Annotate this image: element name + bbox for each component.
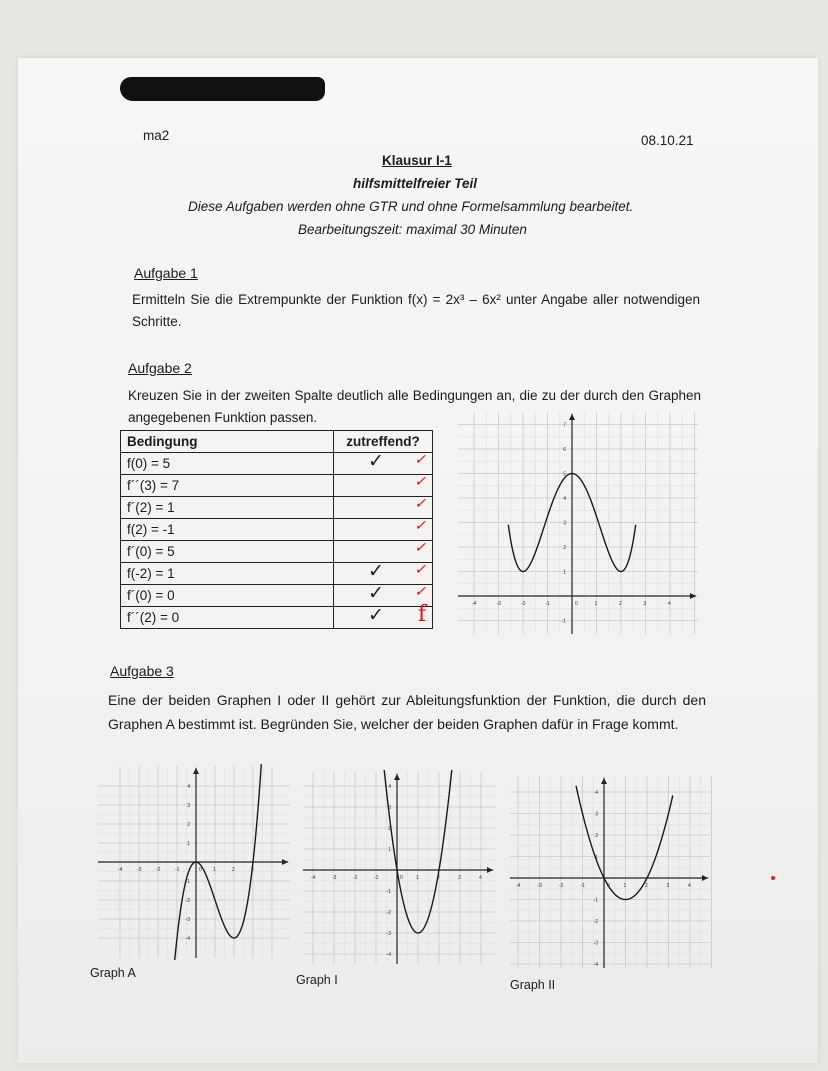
exam-subtitle: hilfsmittelfreier Teil xyxy=(353,176,478,191)
course-label: ma2 xyxy=(143,128,170,143)
y-axis-arrow xyxy=(394,774,400,780)
applies-cell[interactable] xyxy=(334,602,433,629)
table-row xyxy=(121,585,433,607)
ink-dot xyxy=(771,876,775,880)
function-graph-task2 xyxy=(456,410,700,636)
x-tick-label: -3 xyxy=(332,875,337,881)
x-tick-label: 3 xyxy=(458,875,461,881)
condition-cell: f´(2) = 1 xyxy=(121,497,334,519)
x-tick-label: -3 xyxy=(496,601,501,607)
y-tick-label: 1 xyxy=(595,854,598,861)
x-axis-arrow xyxy=(282,859,288,865)
exam-title: Klausur I-1 xyxy=(382,153,452,168)
x-tick-label: -3 xyxy=(137,867,142,873)
x-tick-label: -4 xyxy=(516,883,521,889)
task2-heading: Aufgabe 2 xyxy=(128,360,192,376)
y-tick-label: 1 xyxy=(563,569,566,576)
y-tick-label: 3 xyxy=(388,805,391,811)
x-tick-label: -1 xyxy=(175,867,180,873)
condition-cell: f´(0) = 5 xyxy=(121,541,334,563)
y-tick-label: -1 xyxy=(561,618,566,625)
y-tick-label: -3 xyxy=(593,940,598,947)
correction-mark: ✓ xyxy=(414,517,426,533)
task3-text: Eine der beiden Graphen I oder II gehört zur Ableitungsfunktion der Funktion, die durch den Graphen A bestimmt ist. Begründen Sie, welcher der beiden Graphen dafür in Frage kommt. xyxy=(108,692,706,732)
graph-a-label: Graph A xyxy=(90,966,136,980)
condition-cell: f´´(2) = 0 xyxy=(121,607,334,629)
task3-heading: Aufgabe 3 xyxy=(110,663,174,679)
table-row xyxy=(121,607,433,629)
y-tick-label: -2 xyxy=(386,910,391,916)
x-tick-label: 2 xyxy=(232,867,235,873)
x-tick-label: 1 xyxy=(623,883,627,889)
x-tick-label: 0 xyxy=(607,883,610,889)
applies-cell[interactable] xyxy=(334,519,433,541)
y-tick-label: 2 xyxy=(388,826,391,832)
y-axis-arrow xyxy=(193,768,199,774)
column-header-applies: zutreffend? xyxy=(334,431,433,453)
y-tick-label: -3 xyxy=(386,931,391,937)
x-tick-label: -2 xyxy=(559,883,564,889)
y-axis-arrow xyxy=(569,414,575,420)
y-tick-label: 2 xyxy=(595,833,598,839)
condition-cell: f(2) = -1 xyxy=(121,519,334,541)
y-tick-label: 3 xyxy=(187,803,190,809)
redacted-name xyxy=(120,77,325,101)
correction-mark: ✓ xyxy=(414,561,426,577)
x-tick-label: 0 xyxy=(199,867,202,873)
graph-ii xyxy=(508,774,712,970)
y-tick-label: 4 xyxy=(187,784,190,790)
y-tick-label: -4 xyxy=(593,962,598,968)
x-tick-label: 4 xyxy=(668,601,671,607)
checkmark-icon: ✓ xyxy=(368,451,384,472)
correction-mark: ✓ xyxy=(414,495,426,511)
condition-cell: f(0) = 5 xyxy=(121,453,334,475)
table-row xyxy=(121,563,433,585)
table-row xyxy=(121,497,433,519)
y-tick-label: 2 xyxy=(187,822,190,828)
correction-mark: ✓ xyxy=(414,539,426,555)
y-tick-label: 3 xyxy=(595,811,598,818)
y-tick-label: -1 xyxy=(185,879,190,885)
task1-text: Ermitteln Sie die Extrempunkte der Funktion f(x) = 2x³ – 6x² unter Angabe aller notwendigen Schritte. xyxy=(132,292,700,329)
x-tick-label: -4 xyxy=(311,875,316,881)
x-tick-label: 3 xyxy=(251,867,254,873)
x-tick-label: -1 xyxy=(374,875,379,881)
x-axis-arrow xyxy=(702,875,708,881)
y-tick-label: -2 xyxy=(593,919,598,925)
x-tick-label: -2 xyxy=(353,875,358,881)
x-tick-label: -2 xyxy=(521,601,526,607)
graph-ii-label: Graph II xyxy=(510,978,556,992)
table-row xyxy=(121,541,433,563)
graph-a xyxy=(96,764,292,960)
y-tick-label: -3 xyxy=(185,917,190,923)
table-row xyxy=(121,453,433,475)
checkmark-icon: ✓ xyxy=(368,583,384,604)
x-tick-label: 3 xyxy=(666,883,670,889)
correction-mark: ✓ xyxy=(414,583,426,599)
instructions-line-1: Diese Aufgaben werden ohne GTR und ohne Formelsammlung bearbeitet. xyxy=(188,199,634,214)
x-tick-label: -2 xyxy=(156,867,161,873)
y-tick-label: -4 xyxy=(386,952,391,958)
table-header-row xyxy=(121,431,433,453)
y-tick-label: 7 xyxy=(563,422,566,429)
x-tick-label: 4 xyxy=(479,875,482,881)
checkmark-icon: ✓ xyxy=(368,561,384,582)
y-tick-label: -1 xyxy=(386,889,391,895)
y-tick-label: -1 xyxy=(593,897,598,904)
applies-cell[interactable] xyxy=(334,497,433,519)
x-tick-label: -4 xyxy=(118,867,123,873)
x-tick-label: 1 xyxy=(213,867,216,873)
x-tick-label: 2 xyxy=(645,883,648,889)
correction-mark: ✓ xyxy=(414,473,426,489)
x-tick-label: -4 xyxy=(472,601,477,607)
y-tick-label: 2 xyxy=(563,545,566,551)
y-tick-label: 4 xyxy=(388,784,391,790)
y-tick-label: -4 xyxy=(185,936,190,942)
x-tick-label: 4 xyxy=(688,883,691,889)
y-tick-label: 4 xyxy=(595,790,598,796)
y-axis-arrow xyxy=(601,778,607,784)
correction-mark: ✓ xyxy=(414,451,426,467)
x-axis-arrow xyxy=(690,593,696,599)
table-row xyxy=(121,519,433,541)
exam-date: 08.10.21 xyxy=(641,133,694,148)
graph-i xyxy=(301,770,497,966)
y-tick-label: 4 xyxy=(563,496,566,502)
y-tick-label: 5 xyxy=(563,471,566,478)
x-tick-label: 2 xyxy=(619,601,622,607)
x-tick-label: 0 xyxy=(575,601,578,607)
checkmark-icon: ✓ xyxy=(368,605,384,626)
x-tick-label: 2 xyxy=(437,875,440,881)
task2-text: Kreuzen Sie in der zweiten Spalte deutlich alle Bedingungen an, die zu der durch den Graphen angegebenen Funktion passen. xyxy=(128,388,701,425)
y-tick-label: 6 xyxy=(563,447,566,453)
x-tick-label: 0 xyxy=(400,875,403,881)
table-row xyxy=(121,475,433,497)
instructions-line-2: Bearbeitungszeit: maximal 30 Minuten xyxy=(298,222,527,237)
y-tick-label: 1 xyxy=(187,841,190,847)
x-tick-label: 3 xyxy=(643,601,647,607)
x-tick-label: 1 xyxy=(594,601,598,607)
applies-cell[interactable] xyxy=(334,475,433,497)
condition-cell: f´(0) = 0 xyxy=(121,585,334,607)
applies-cell[interactable] xyxy=(334,453,433,475)
x-tick-label: 1 xyxy=(416,875,419,881)
correction-mark: f xyxy=(417,602,426,627)
y-tick-label: -2 xyxy=(185,898,190,904)
x-tick-label: -1 xyxy=(545,601,550,607)
y-tick-label: 1 xyxy=(388,847,391,853)
conditions-table xyxy=(120,430,433,629)
condition-cell: f´´(3) = 7 xyxy=(121,475,334,497)
y-tick-label: 3 xyxy=(563,520,566,527)
column-header-condition: Bedingung xyxy=(121,431,334,453)
condition-cell: f(-2) = 1 xyxy=(121,563,334,585)
task1-heading: Aufgabe 1 xyxy=(134,265,198,281)
x-axis-arrow xyxy=(487,867,493,873)
x-tick-label: -1 xyxy=(580,883,585,889)
x-tick-label: -3 xyxy=(537,883,542,889)
graph-i-label: Graph I xyxy=(296,973,338,987)
